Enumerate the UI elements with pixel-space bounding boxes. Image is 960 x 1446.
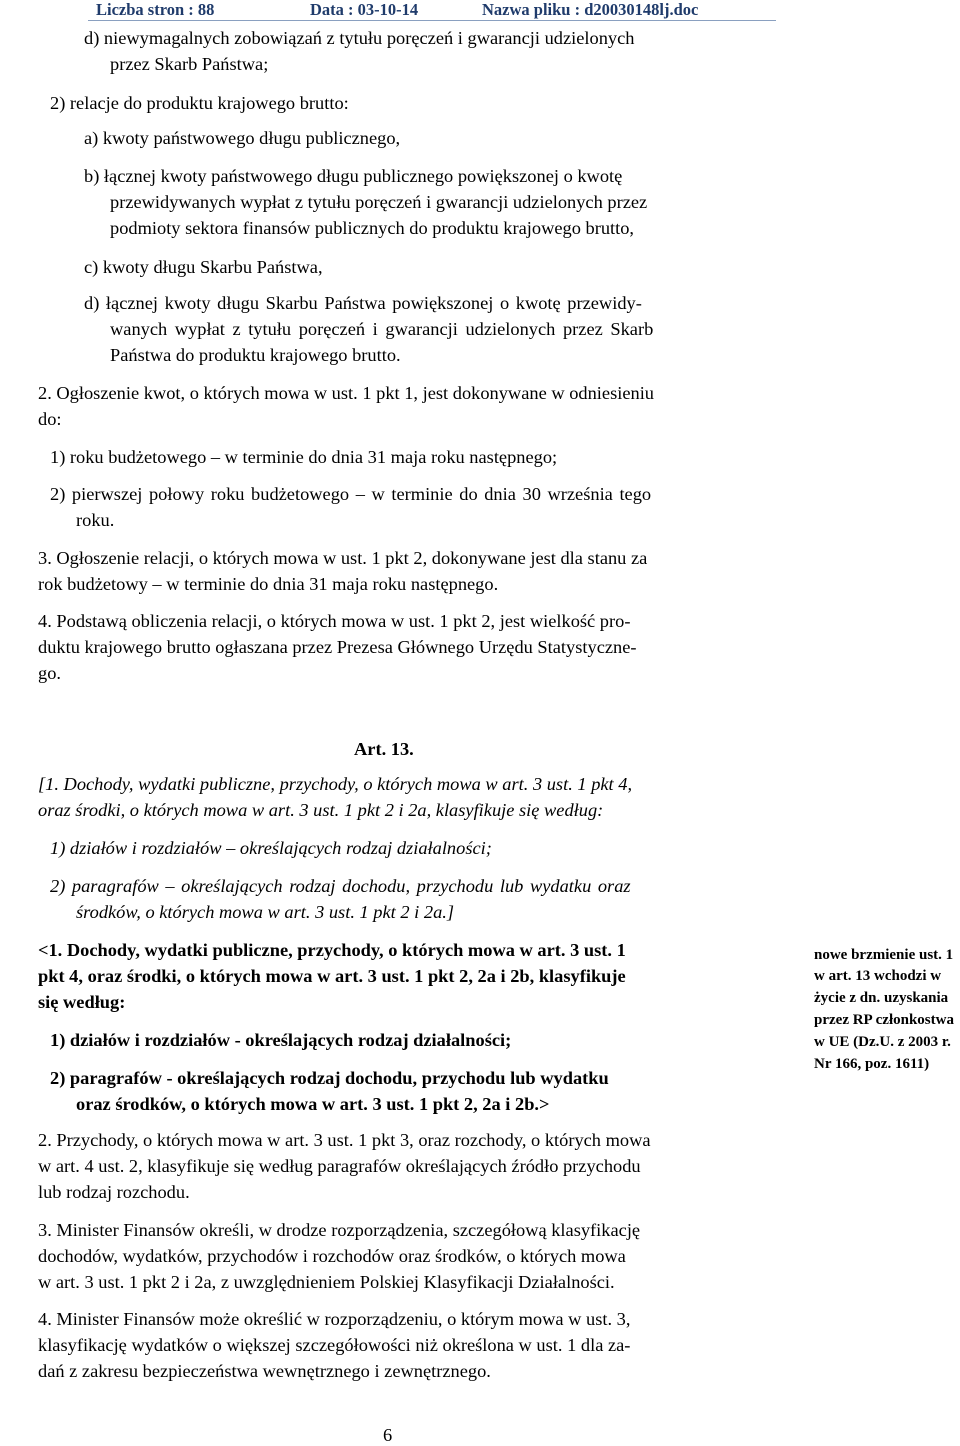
text-line: duktu krajowego brutto ogłaszana przez Prezesa Głównego Urzędu Statystyczne- (38, 637, 637, 657)
italic-line: 2) paragrafów – określających rodzaj dochodu, przychodu lub wydatku oraz (50, 876, 631, 896)
text-line: go. (38, 663, 61, 683)
italic-line: środków, o których mowa w art. 3 ust. 1 pkt 2 i 2a.] (76, 902, 455, 922)
text-line: rok budżetowy – w terminie do dnia 31 maja roku następnego. (38, 574, 499, 594)
file-name: Nazwa pliku : d20030148lj.doc (482, 0, 699, 19)
text-line: klasyfikację wydatków o większej szczegółowości niż określona w ust. 1 dla za- (38, 1335, 631, 1355)
italic-line: oraz środki, o których mowa w art. 3 ust. 1 pkt 2 i 2a, klasyfikuje się według: (38, 800, 604, 820)
bold-line: oraz środków, o których mowa w art. 3 ust. 1 pkt 2, 2a i 2b.> (76, 1094, 550, 1114)
text-line: d) łącznej kwoty długu Skarbu Państwa powiększonej o kwotę przewidy- (84, 293, 642, 313)
side-note-line: w art. 13 wchodzi w (814, 968, 942, 984)
article-title: Art. 13. (354, 739, 414, 759)
text-line: w art. 4 ust. 2, klasyfikuje się według paragrafów określających źródło przychodu (38, 1156, 641, 1176)
text-line: 2) pierwszej połowy roku budżetowego – w terminie do dnia 30 września tego (50, 484, 652, 504)
text-line: 2. Ogłoszenie kwot, o których mowa w ust. 1 pkt 1, jest dokonywane w odniesieniu (38, 383, 654, 403)
side-note-line: Nr 166, poz. 1611) (814, 1056, 930, 1072)
text-line: przewidywanych wypłat z tytułu poręczeń i gwarancji udzielonych przez (110, 192, 648, 212)
page-count: Liczba stron : 88 (96, 0, 215, 19)
side-note-line: przez RP członkostwa (814, 1012, 954, 1028)
bold-line: <1. Dochody, wydatki publiczne, przychody, o których mowa w art. 3 ust. 1 (38, 940, 626, 960)
bold-line: 1) działów i rozdziałów - określających rodzaj działalności; (50, 1030, 512, 1050)
text-line: 3. Ogłoszenie relacji, o których mowa w ust. 1 pkt 2, dokonywane jest dla stanu za (38, 548, 648, 568)
text-line: podmioty sektora finansów publicznych do produktu krajowego brutto, (110, 218, 635, 238)
text-line: dochodów, wydatków, przychodów i rozchodów oraz środków, o których mowa (38, 1246, 626, 1266)
text-line: dań z zakresu bezpieczeństwa wewnętrznego i zewnętrznego. (38, 1361, 491, 1381)
italic-line: [1. Dochody, wydatki publiczne, przychody, o których mowa w art. 3 ust. 1 pkt 4, (38, 774, 633, 794)
text-line: przez Skarb Państwa; (110, 54, 269, 74)
text-line: roku. (76, 510, 115, 530)
page-number: 6 (383, 1425, 393, 1445)
text-line: 2. Przychody, o których mowa w art. 3 ust. 1 pkt 3, oraz rozchody, o których mowa (38, 1130, 651, 1150)
bold-line: się według: (38, 992, 126, 1012)
text-line: Państwa do produktu krajowego brutto. (110, 345, 401, 365)
text-line: lub rodzaj rozchodu. (38, 1182, 190, 1202)
text-line: 1) roku budżetowego – w terminie do dnia 31 maja roku następnego; (50, 447, 558, 467)
text-line: 3. Minister Finansów określi, w drodze rozporządzenia, szczegółową klasyfikację (38, 1220, 641, 1240)
bold-line: pkt 4, oraz środki, o których mowa w art. 3 ust. 1 pkt 2, 2a i 2b, klasyfikuje (38, 966, 626, 986)
italic-line: 1) działów i rozdziałów – określających rodzaj działalności; (50, 838, 492, 858)
text-line: d) niewymagalnych zobowiązań z tytułu poręczeń i gwarancji udzielonych (84, 28, 635, 48)
header-divider (88, 20, 776, 21)
header-date: Data : 03-10-14 (310, 0, 419, 19)
text-line: 4. Podstawą obliczenia relacji, o których mowa w ust. 1 pkt 2, jest wielkość pro- (38, 611, 631, 631)
text-line: c) kwoty długu Skarbu Państwa, (84, 257, 323, 277)
side-note-line: w UE (Dz.U. z 2003 r. (814, 1034, 951, 1050)
side-note-line: nowe brzmienie ust. 1 (814, 947, 954, 963)
document-header (0, 0, 960, 20)
side-note-line: życie z dn. uzyskania (814, 990, 949, 1006)
text-line: a) kwoty państwowego długu publicznego, (84, 128, 401, 148)
text-line: w art. 3 ust. 1 pkt 2 i 2a, z uwzględnieniem Polskiej Klasyfikacji Działalności. (38, 1272, 615, 1292)
text-line: 4. Minister Finansów może określić w rozporządzeniu, o którym mowa w ust. 3, (38, 1309, 631, 1329)
text-line: b) łącznej kwoty państwowego długu publicznego powiększonej o kwotę (84, 166, 623, 186)
text-line: 2) relacje do produktu krajowego brutto: (50, 93, 349, 113)
text-line: do: (38, 409, 62, 429)
bold-line: 2) paragrafów - określających rodzaj dochodu, przychodu lub wydatku (50, 1068, 609, 1088)
text-line: wanych wypłat z tytułu poręczeń i gwarancji udzielonych przez Skarb (110, 319, 654, 339)
